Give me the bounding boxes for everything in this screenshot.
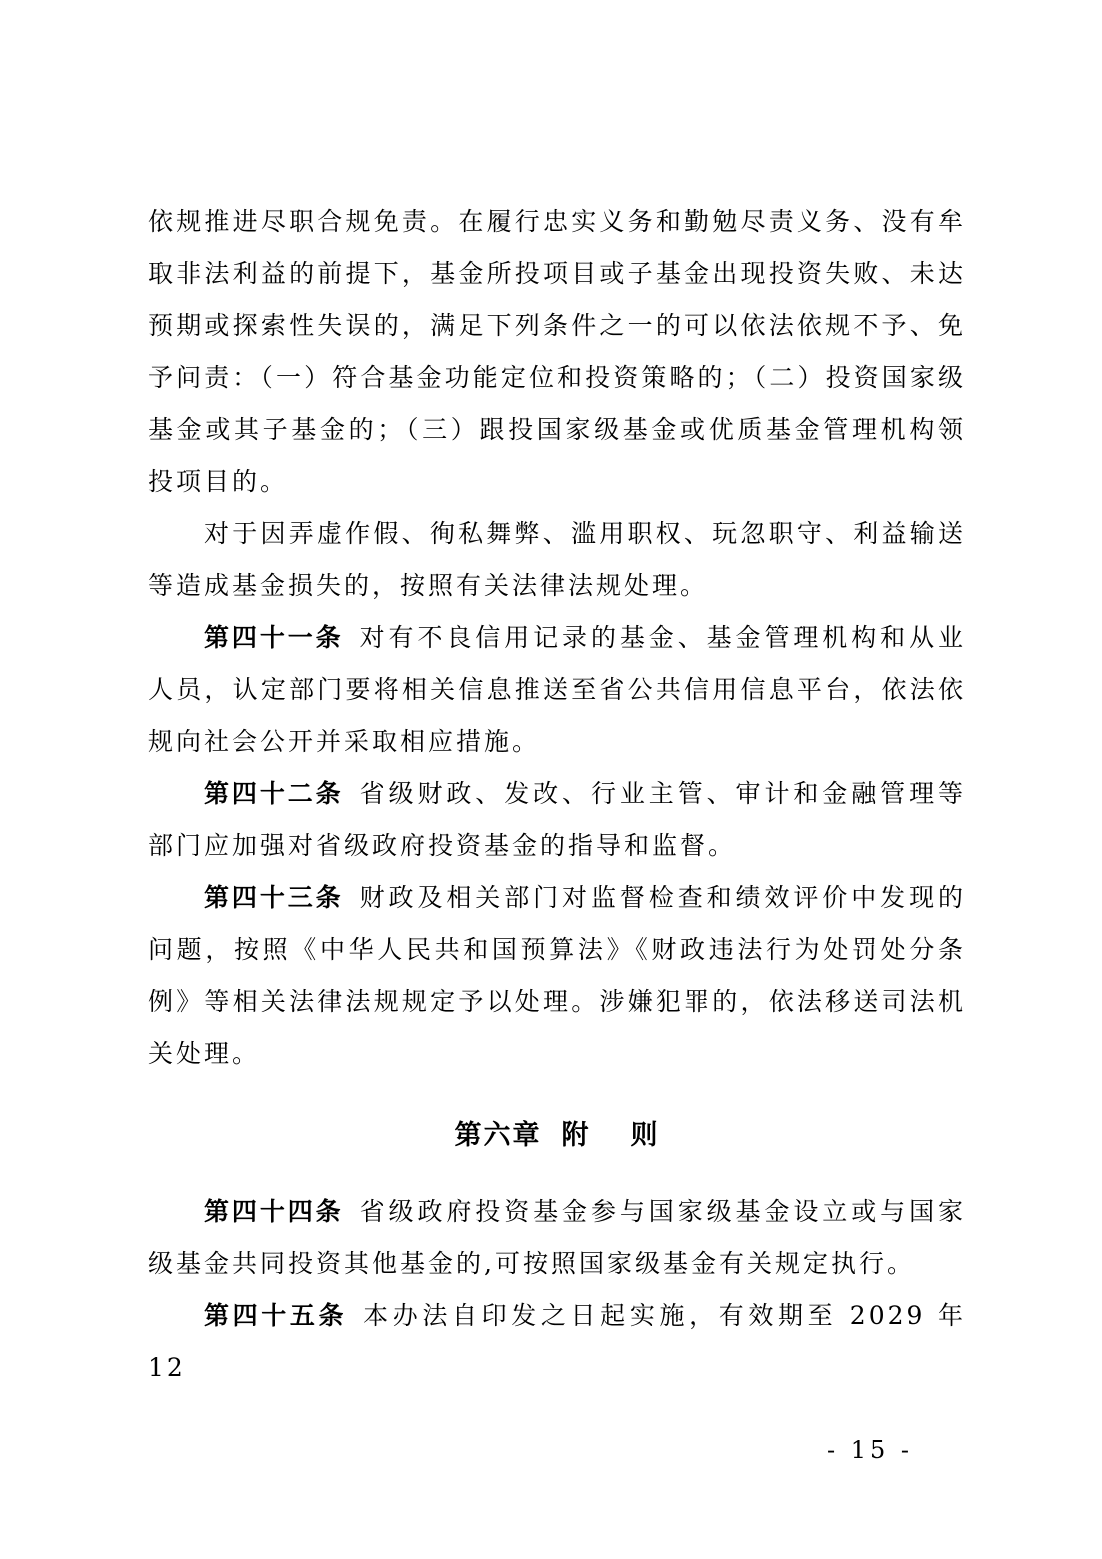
chapter-number: 第六章 [454,1120,542,1151]
paragraph-text: 本办法自印发之日起实施，有效期至 2029 年 12 [148,1301,966,1382]
chapter-heading [148,1110,966,1162]
paragraph-text: 省级财政、发改、行业主管、审计和金融管理等部门应加强对省级政府投资基金的指导和监督。 [148,779,966,860]
article-number: 第四十二条 [204,779,344,808]
chapter-title-part2: 则 [630,1120,660,1151]
article-42-paragraph [148,768,966,872]
body-text-section-1 [148,196,966,1080]
paragraph-text: 对于因弄虚作假、徇私舞弊、滥用职权、玩忽职守、利益输送等造成基金损失的，按照有关法律法规处理。 [148,519,966,600]
paragraph [148,508,966,612]
paragraph-text: 对有不良信用记录的基金、基金管理机构和从业人员，认定部门要将相关信息推送至省公共信用信息平台，依法依规向社会公开并采取相应措施。 [148,623,966,756]
article-number: 第四十五条 [204,1301,348,1330]
paragraph-text: 省级政府投资基金参与国家级基金设立或与国家级基金共同投资其他基金的,可按照国家级基金有关规定执行。 [148,1197,966,1278]
article-45-paragraph [148,1290,966,1394]
paragraph-text: 财政及相关部门对监督检查和绩效评价中发现的问题，按照《中华人民共和国预算法》《财政违法行为处罚处分条例》等相关法律法规规定予以处理。涉嫌犯罪的，依法移送司法机关处理。 [148,883,966,1068]
paragraph [148,196,966,508]
article-43-paragraph [148,872,966,1080]
article-number: 第四十四条 [204,1197,344,1226]
body-text-section-2 [148,1186,966,1394]
page-number: - 15 - [826,1436,913,1464]
chapter-title-part1: 附 [561,1120,591,1151]
article-44-paragraph [148,1186,966,1290]
article-41-paragraph [148,612,966,768]
paragraph-text: 依规推进尽职合规免责。在履行忠实义务和勤勉尽责义务、没有牟取非法利益的前提下，基金所投项目或子基金出现投资失败、未达预期或探索性失误的，满足下列条件之一的可以依法依规不予、免予问责：（一）符合基金功能定位和投资策略的；（二）投资国家级基金或其子基金的；（三）跟投国家级基金或优质基金管理机构领投项目的。 [148,207,966,496]
article-number: 第四十一条 [204,623,344,652]
article-number: 第四十三条 [204,883,344,912]
